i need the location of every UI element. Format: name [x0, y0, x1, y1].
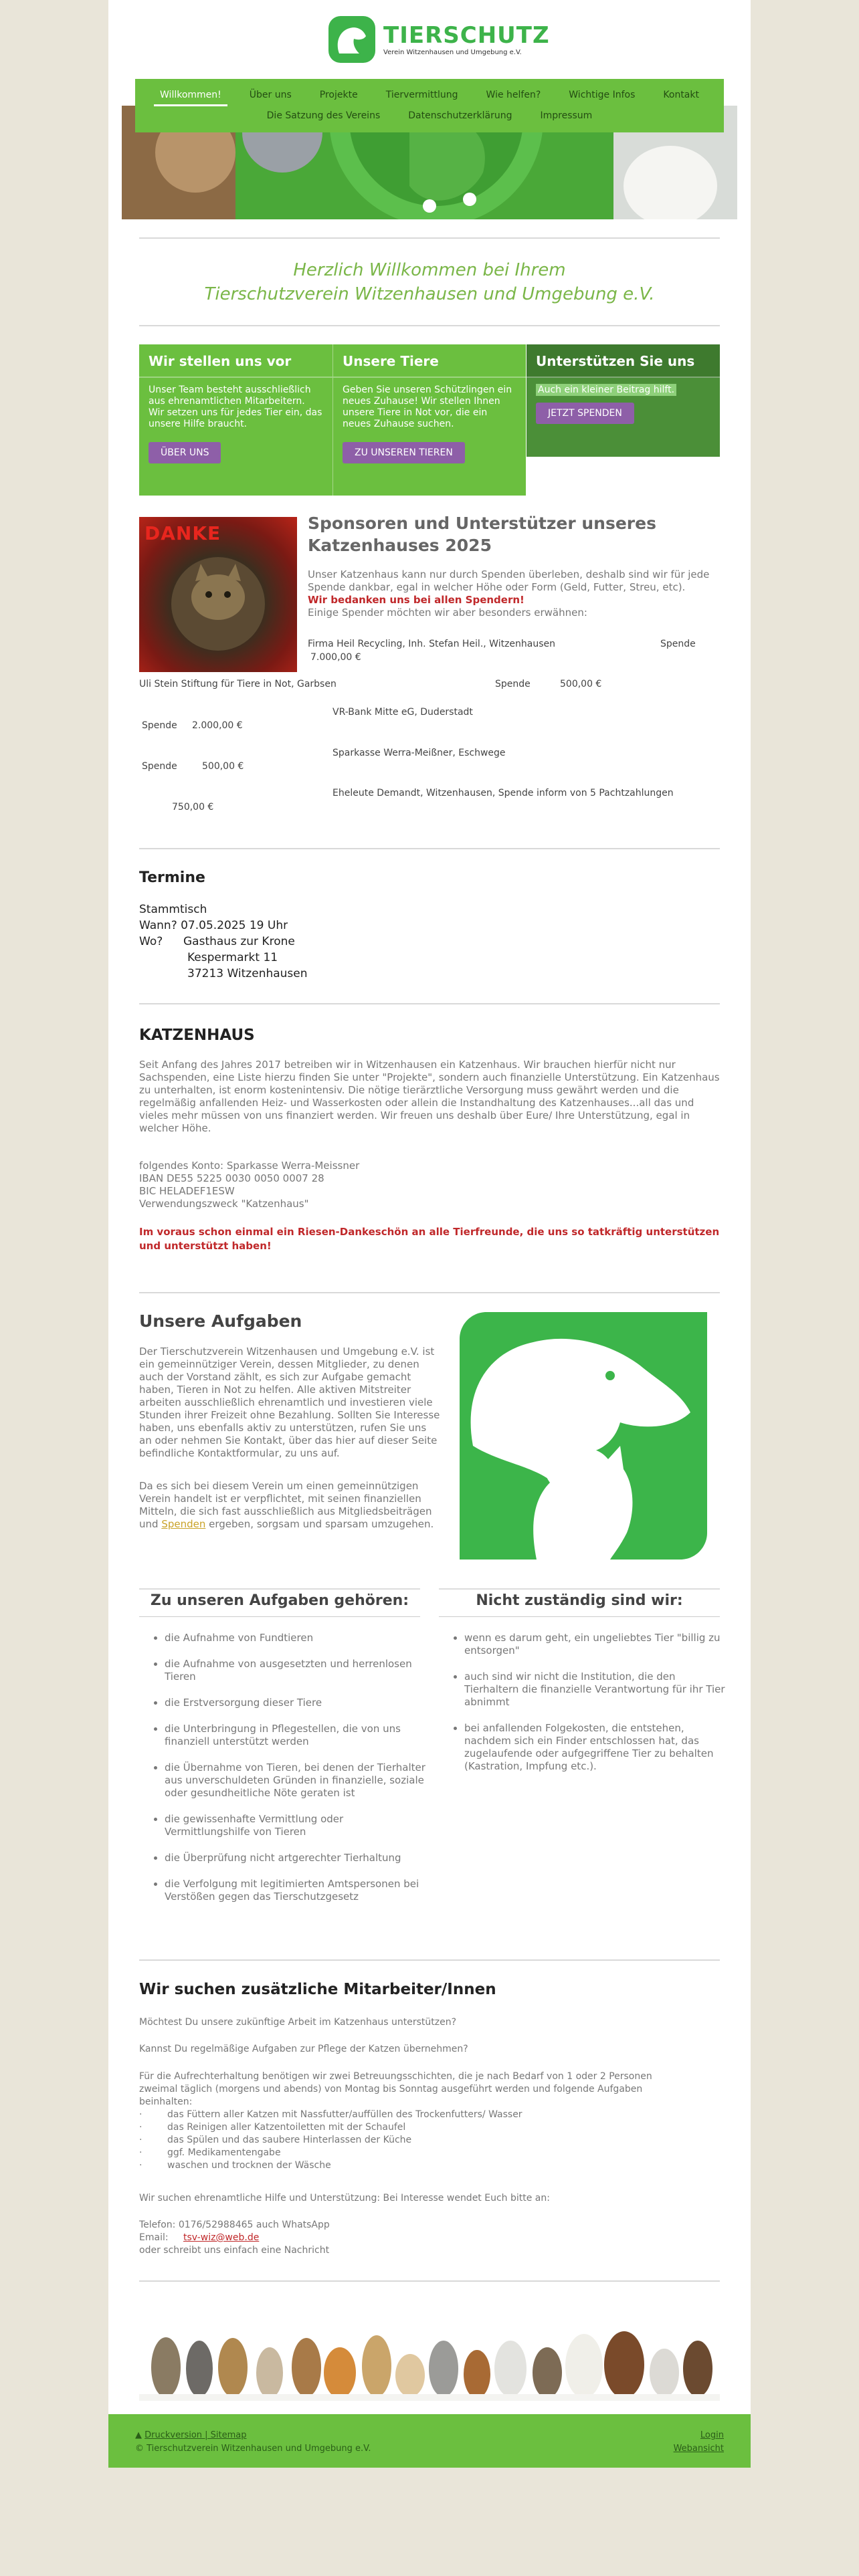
sponsor-label-4: Spende	[142, 761, 177, 772]
box-support-text	[527, 378, 720, 396]
divider	[139, 237, 720, 239]
sponsor-name-5: Eheleute Demandt, Witzenhausen, Spende inform von 5 Pachtzahlungen	[332, 788, 674, 798]
sponsors-thanks: Wir bedanken uns bei allen Spendern!	[308, 594, 524, 606]
aufgaben-list-title: Zu unseren Aufgaben gehören:	[139, 1588, 420, 1609]
sponsor-label-3: Spende	[142, 720, 177, 731]
contact-message: oder schreibt uns einfach eine Nachricht	[139, 2245, 330, 2256]
spenden-link[interactable]: Spenden	[161, 1518, 206, 1530]
list-item: • die Überprüfung nicht artgerechter Tierhaltung	[165, 1852, 425, 1864]
box-about-text: Unser Team besteht ausschließlich aus ehrenamtlichen Mitarbeitern. Wir setzen uns für jedes Tier ein, das unsere Hilfe braucht.	[149, 385, 322, 429]
zu-unseren-tieren-button[interactable]: ZU UNSEREN TIEREN	[343, 442, 465, 463]
list-item: • die Erstversorgung dieser Tiere	[165, 1697, 425, 1709]
divider	[139, 1003, 720, 1004]
aufgaben-text-2b: ergeben, sorgsam und sparsam umzugehen.	[209, 1518, 434, 1530]
nav-item-wichtige-infos[interactable]: Wichtige Infos	[569, 90, 636, 100]
box-support	[527, 344, 720, 457]
login-link[interactable]: Login	[700, 2430, 724, 2440]
mitarbeiter-q2: Kannst Du regelmäßige Aufgaben zur Pflege der Katzen übernehmen?	[139, 2044, 468, 2054]
print-icon: ▲	[135, 2430, 142, 2440]
mitarbeiter-help: Wir suchen ehrenamtliche Hilfe und Unterstützung: Bei Interesse wendet Euch bitte an:	[139, 2193, 550, 2204]
danke-label: DANKE	[145, 522, 221, 544]
nicht-zustaendig-list	[464, 1632, 725, 1786]
cats-dogs-banner	[139, 2294, 720, 2401]
box-animals-title: Unsere Tiere	[333, 344, 526, 378]
bank-line-3: BIC HELADEF1ESW	[139, 1185, 235, 1197]
divider	[139, 1292, 720, 1293]
sponsors-intro-text: Unser Katzenhaus kann nur durch Spenden überleben, deshalb sind wir für jede Spende dankbar, egal in welcher Höhe oder Form (Geld, Futter, Streu, etc).	[308, 568, 710, 593]
divider	[139, 2280, 720, 2282]
nav-item-impressum[interactable]: Impressum	[540, 110, 593, 121]
box-animals-text: Geben Sie unseren Schützlingen ein neues Zuhause! Wir stellen Ihnen unsere Tiere in Not vor, die ein neues Zuhause suchen.	[343, 385, 512, 429]
footer-right	[674, 2429, 724, 2456]
divider	[139, 848, 720, 849]
nav-item-projekte[interactable]: Projekte	[319, 90, 358, 100]
katzenhaus-title: KATZENHAUS	[139, 1027, 255, 1044]
bank-line-1: folgendes Konto: Sparkasse Werra-Meissner	[139, 1160, 360, 1172]
list-item: • auch sind wir nicht die Institution, die den Tierhaltern die finanzielle Verantwortung für ihr Tier abnimmt	[464, 1671, 725, 1709]
contact-phone: Telefon: 0176/52988465 auch WhatsApp	[139, 2220, 330, 2230]
mitarbeiter-intro: Für die Aufrechterhaltung benötigen wir zwei Betreuungsschichten, die je nach Bedarf von 1 oder 2 Personen zweimal täglich (morgens und abends) von Montag bis Sonntag ausgeführt werden und folgende Aufgaben beinhalten:	[139, 2071, 652, 2107]
list-item: • die Verfolgung mit legitimierten Amtspersonen bei Verstößen gegen das Tierschutzgesetz	[165, 1878, 425, 1903]
jetzt-spenden-button[interactable]: JETZT SPENDEN	[536, 403, 634, 424]
list-item: • die gewissenhafte Vermittlung oder Vermittlungshilfe von Tieren	[165, 1813, 425, 1838]
sponsor-label-2: Spende	[495, 679, 531, 689]
task-item: ggf. Medikamentengabe	[167, 2147, 281, 2158]
box-support-highlight: Auch ein kleiner Beitrag hilft.	[536, 384, 676, 396]
bank-line-2: IBAN DE55 5225 0030 0050 0007 28	[139, 1172, 324, 1184]
list-item: • bei anfallenden Folgekosten, die entstehen, nachdem sich ein Finder entschlossen hat, das zugelaufende oder aufgegriffene Tier zu behalten (Kastration, Impfung etc.).	[464, 1722, 725, 1773]
sponsor-amount-5: 750,00 €	[172, 802, 214, 813]
logo-title: TIERSCHUTZ	[383, 21, 550, 49]
header	[108, 0, 751, 79]
termine-line-4: Kespermarkt 11	[187, 951, 278, 964]
box-support-title: Unterstützen Sie uns	[527, 344, 720, 378]
box-about	[139, 344, 332, 496]
termine-line-1: Stammtisch	[139, 903, 207, 916]
danke-cat-image	[139, 517, 297, 672]
nav-item-datenschutz[interactable]: Datenschutzerklärung	[408, 110, 512, 121]
sponsor-name-1: Firma Heil Recycling, Inh. Stefan Heil., Witzenhausen	[308, 639, 556, 649]
nav-item-kontakt[interactable]: Kontakt	[663, 90, 699, 100]
footer	[108, 2414, 751, 2468]
aufgaben-title: Unsere Aufgaben	[139, 1311, 302, 1331]
aufgaben-list	[165, 1632, 425, 1917]
aufgaben-text-2	[139, 1480, 442, 1531]
mitarbeiter-title: Wir suchen zusätzliche Mitarbeiter/Innen	[139, 1981, 496, 1998]
mitarbeiter-contact	[139, 2219, 721, 2257]
logo-subtitle: Verein Witzenhausen und Umgebung e.V.	[383, 48, 522, 56]
termine-line-2: Wann? 07.05.2025 19 Uhr	[139, 919, 288, 932]
sponsor-name-2: Uli Stein Stiftung für Tiere in Not, Garbsen	[139, 679, 337, 689]
footer-left	[135, 2429, 371, 2456]
sponsor-label-1: Spende	[660, 639, 696, 649]
aufgaben-text-2a: Da es sich bei diesem Verein um einen gemeinnützigen Verein handelt ist er verpflichtet, mit seinen finanziellen Mitteln, die sich fast ausschließlich aus Mitgliedsbeiträgen und	[139, 1480, 432, 1530]
sponsor-amount-2: 500,00 €	[560, 679, 602, 689]
nav-item-willkommen[interactable]: Willkommen!	[146, 87, 235, 106]
mitarbeiter-tasks: · das Füttern aller Katzen mit Nassfutter/auffüllen des Trockenfutters/ Wasser · das Reinigen aller Katzentoiletten mit der Schaufel · das Spülen und das saubere Hinterlassen der Küche · ggf. Medikamentengabe · waschen und trocknen der Wäsche	[139, 2109, 522, 2171]
list-item: • wenn es darum geht, ein ungeliebtes Tier "billig zu entsorgen"	[464, 1632, 725, 1657]
sponsor-amount-3: 2.000,00 €	[192, 720, 243, 731]
list-item: • die Aufnahme von Fundtieren	[165, 1632, 425, 1644]
divider	[139, 1959, 720, 1961]
nav-item-wie-helfen[interactable]: Wie helfen?	[486, 90, 541, 100]
termine-line-5: 37213 Witzenhausen	[187, 967, 308, 980]
mitarbeiter-q1: Möchtest Du unsere zukünftige Arbeit im Katzenhaus unterstützen?	[139, 2017, 457, 2028]
box-about-title: Wir stellen uns vor	[139, 344, 332, 378]
termine-where-label: Wo?	[139, 935, 163, 948]
sponsor-name-3: VR-Bank Mitte eG, Duderstadt	[332, 707, 473, 718]
cat-dog-logo-icon	[460, 1312, 707, 1560]
nav-item-satzung[interactable]: Die Satzung des Vereins	[266, 110, 381, 121]
aufgaben-text-1: Der Tierschutzverein Witzenhausen und Umgebung e.V. ist ein gemeinnütziger Verein, dessen Mitglieder, zu denen auch der Vorstand zählt, es sich zur Aufgabe gemacht haben, Tieren in Not zu helfen. Alle aktiven Mitstreiter arbeiten ausschließlich ehrenamtlich und investieren viele Stunden ihrer Freizeit ohne Bezahlung. Sollten Sie Interesse haben, uns ebenfalls aktiv zu unterstützen, rufen Sie uns an oder nehmen Sie Kontakt, über das hier auf dieser Seite befindliche Kontaktformular, zu uns auf.	[139, 1346, 440, 1459]
katzenhaus-thanks: Im voraus schon einmal ein Riesen-Dankeschön an alle Tierfreunde, die uns so tatkräftig unterstützen und unterstützt haben!	[139, 1226, 720, 1252]
sponsor-amount-4: 500,00 €	[202, 761, 244, 772]
sponsors-title: Sponsoren und Unterstützer unseres Katzenhauses 2025	[308, 514, 656, 555]
nicht-zustaendig-title: Nicht zuständig sind wir:	[439, 1588, 720, 1609]
contact-email-label: Email:	[139, 2232, 169, 2243]
welcome-heading	[139, 258, 720, 306]
sponsors-note: Einige Spender möchten wir aber besonders erwähnen:	[308, 607, 587, 619]
logo[interactable]	[326, 12, 550, 67]
katzenhaus-text: Seit Anfang des Jahres 2017 betreiben wir in Witzenhausen ein Katzenhaus. Wir brauchen hierfür nicht nur Sachspenden, eine Liste hierzu finden Sie unter "Projekte", sondern auch finanzielle Unterstützung. Ein Katzenhaus zu unterhalten, ist enorm kostenintensiv. Die nötige tierärztliche Versorgung muss gewährt werden und die regelmäßig anfallenden Heiz- und Wasserkosten oder allein die Instandhaltung des Katzenhauses...all das und vieles mehr müssen von uns finanziert werden. Wir freuen uns deshalb über Eure/ Ihre Unterstützung, egal in welcher Höhe.	[139, 1059, 720, 1134]
box-animals	[332, 344, 526, 496]
page	[108, 0, 751, 2468]
task-item: das Füttern aller Katzen mit Nassfutter/auffüllen des Trockenfutters/ Wasser	[167, 2109, 522, 2120]
list-item: • die Übernahme von Tieren, bei denen der Tierhalter aus unverschuldeten Gründen in finanzielle, soziale oder gesundheitliche Nöte geraten ist	[165, 1761, 425, 1800]
footer-links[interactable]: Druckversion | Sitemap	[145, 2430, 247, 2440]
sponsor-amount-1: 7.000,00 €	[310, 652, 361, 663]
task-item: das Reinigen aller Katzentoiletten mit der Schaufel	[167, 2122, 406, 2133]
termine-line-3: Gasthaus zur Krone	[183, 935, 295, 948]
termine-title: Termine	[139, 869, 205, 886]
task-item: waschen und trocknen der Wäsche	[167, 2160, 331, 2171]
nav-item-tiervermittlung[interactable]: Tiervermittlung	[385, 90, 458, 100]
contact-email-link[interactable]: tsv-wiz@web.de	[183, 2232, 260, 2243]
webansicht-link[interactable]: Webansicht	[673, 2444, 724, 2454]
footer-copyright: © Tierschutzverein Witzenhausen und Umgebung e.V.	[135, 2444, 371, 2454]
paw-logo-icon	[326, 13, 378, 66]
divider	[139, 325, 720, 326]
teaser-boxes	[139, 344, 720, 496]
katzenhaus-bank	[139, 1160, 721, 1210]
sponsor-name-4: Sparkasse Werra-Meißner, Eschwege	[332, 748, 506, 758]
list-item: • die Aufnahme von ausgesetzten und herrenlosen Tieren	[165, 1658, 425, 1683]
bank-line-4: Verwendungszweck "Katzenhaus"	[139, 1198, 309, 1210]
task-item: das Spülen und das saubere Hinterlassen der Küche	[167, 2135, 412, 2145]
termine-details	[139, 901, 308, 982]
list-item: • die Unterbringung in Pflegestellen, die von uns finanziell unterstützt werden	[165, 1723, 425, 1748]
ueber-uns-button[interactable]: ÜBER UNS	[149, 442, 221, 463]
welcome-line-2: Tierschutzverein Witzenhausen und Umgebung e.V.	[204, 284, 655, 304]
sponsors-intro	[308, 568, 723, 619]
main-nav	[135, 79, 724, 132]
nav-item-ueber-uns[interactable]: Über uns	[249, 90, 292, 100]
welcome-line-1: Herzlich Willkommen bei Ihrem	[293, 260, 566, 280]
